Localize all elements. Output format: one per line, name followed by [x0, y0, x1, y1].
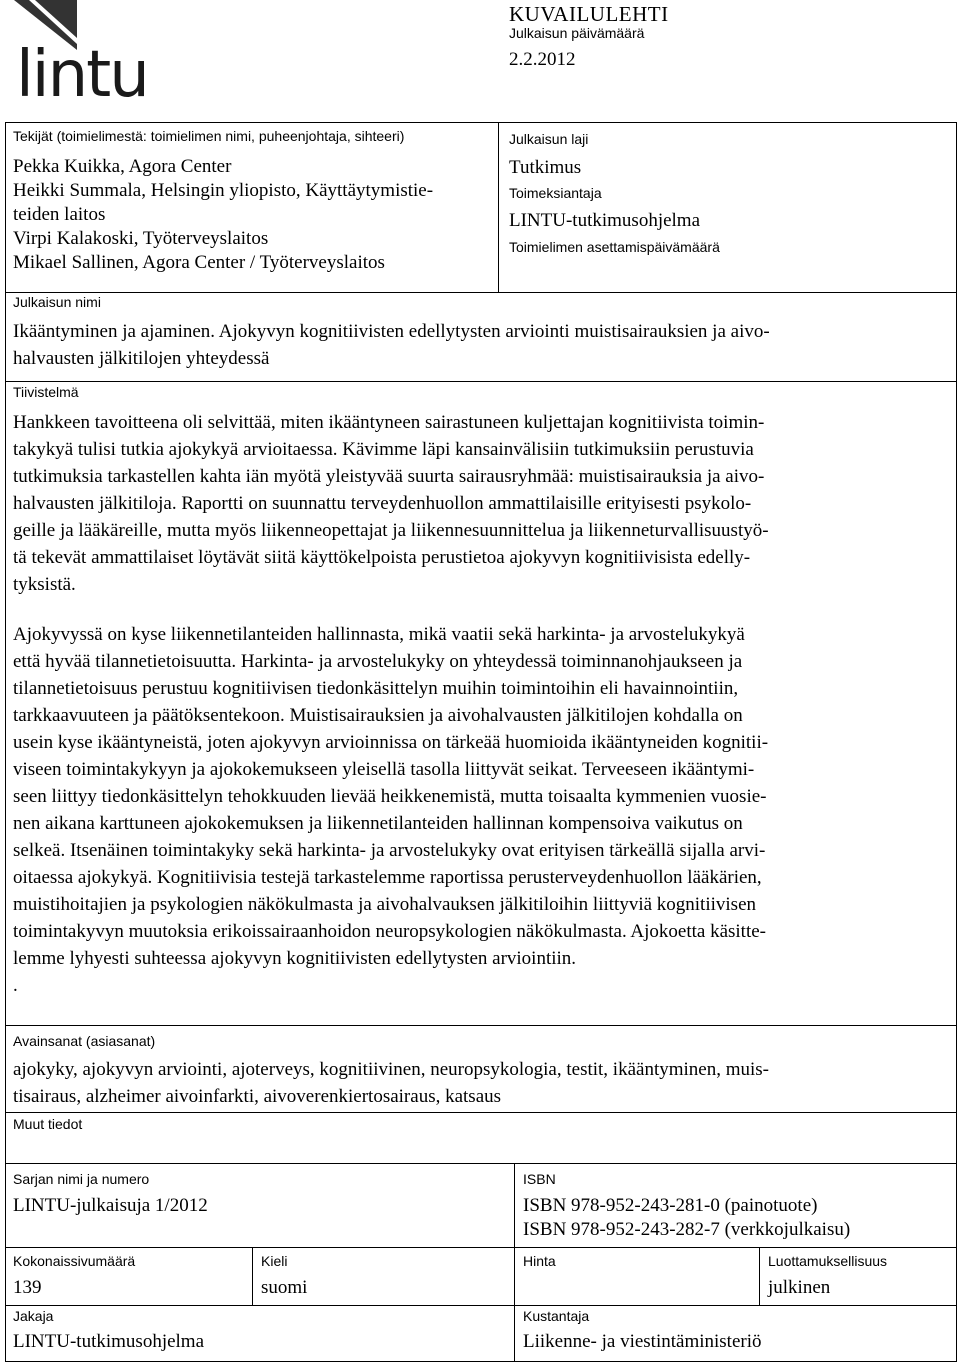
lintu-logo [14, 0, 154, 112]
author-line: Mikael Sallinen, Agora Center / Työterveyslaitos [13, 252, 385, 273]
divider [956, 122, 957, 1362]
divider [5, 1025, 957, 1026]
author-line: Virpi Kalakoski, Työterveyslaitos [13, 228, 269, 249]
isbn-online: ISBN 978-952-243-282-7 (verkkojulkaisu) [523, 1219, 851, 1240]
publication-type-label: Julkaisun laji [509, 131, 589, 147]
language-label: Kieli [261, 1253, 288, 1269]
abstract-label: Tiivistelmä [13, 384, 79, 400]
title-line: Ikääntyminen ja ajaminen. Ajokyvyn kognitiivisten edellytysten arviointi muistisairauksien ja aivo- [13, 321, 770, 342]
abstract-line: lemme lyhyesti suhteessa ajokyvyn kognitiivisten edellytysten arviointiin. [13, 948, 577, 969]
publication-type-value: Tutkimus [509, 157, 582, 178]
abstract-line: halvausten jälkitiloja. Raportti on suunnattu terveydenhuollon ammattilaisille erityisesti psykolo- [13, 493, 752, 514]
abstract-paragraph-2 [13, 621, 768, 999]
abstract-line: oitaessa ajokykyä. Kognitiivisia testejä tarkastelemme raportissa perusterveydenhuollon lääkärien, [13, 867, 762, 888]
divider [514, 1163, 515, 1362]
abstract-line: Hankkeen tavoitteena oli selvittää, miten ikääntyneen sairastuneen kuljettajan kognitiivista toimin- [13, 412, 765, 433]
pages-value: 139 [13, 1277, 42, 1298]
isbn-print: ISBN 978-952-243-281-0 (painotuote) [523, 1195, 818, 1216]
logo-wordmark: lintu [16, 38, 148, 112]
abstract-line: toimintakyvyn muutoksia erikoissairaanhoidon neuropsykologien näkökulmasta. Ajokoetta käsitte- [13, 921, 767, 942]
abstract-line: tyksistä. [13, 574, 76, 595]
keywords-line: ajokyky, ajokyvyn arviointi, ajoterveys, kognitiivinen, neuropsykologia, testit, ikääntyminen, muis- [13, 1059, 770, 1080]
keywords-list [13, 1056, 769, 1110]
abstract-line: seen liittyy tiedonkäsittelyn tehokkuuden lievää heikkenemistä, mutta toisaalta kymmenien vuosie- [13, 786, 767, 807]
authors-label: Tekijät (toimielimestä: toimielimen nimi, puheenjohtaja, sihteeri) [13, 128, 405, 144]
divider [5, 1163, 957, 1164]
abstract-line: että hyvää tilannetietoisuutta. Harkinta- ja arvostelukyky on yhteydessä toiminnanohjaukseen ja [13, 651, 743, 672]
publication-date-label: Julkaisun päivämäärä [509, 25, 645, 41]
series-value: LINTU-julkaisuja 1/2012 [13, 1195, 208, 1216]
abstract-line: geille ja lääkäreille, mutta myös liikenneopettajat ja liikennesuunnittelua ja liikenneturvallisuustyö- [13, 520, 769, 541]
confidentiality-label: Luottamuksellisuus [768, 1253, 888, 1269]
author-line: teiden laitos [13, 204, 106, 225]
abstract-line: takykyä tulisi tutkia ajokykyä arvioitaessa. Kävimme läpi kansainvälisiin tutkimuksiin perustuvia [13, 439, 754, 460]
abstract-line: Ajokyvyssä on kyse liikennetilanteiden hallinnasta, mikä vaatii sekä harkinta- ja arvostelukykyä [13, 624, 745, 645]
abstract-line: tä tekevät ammattilaiset löytävät siitä käyttökelpoista perustietoa ajokyvyn kognitiivisista edelly- [13, 547, 751, 568]
abstract-line: tilannetietoisuus perustuu kognitiivisen tiedonkäsittelyn muihin toimintoihin eli havainnointiin, [13, 678, 739, 699]
abstract-line: selkeä. Itsenäinen toimintakyky sekä harkinta- ja arvostelukyky ovat erityisen tärkeällä sijalla arvi- [13, 840, 766, 861]
divider [5, 1247, 957, 1248]
language-value: suomi [261, 1277, 308, 1298]
confidentiality-value: julkinen [768, 1277, 831, 1298]
title-label: Julkaisun nimi [13, 294, 101, 310]
abstract-line: tarkkaavuuteen ja päätöksentekoon. Muistisairauksien ja aivohalvausten jälkitilojen kohdalla on [13, 705, 743, 726]
author-line: Pekka Kuikka, Agora Center [13, 156, 232, 177]
appointment-date-label: Toimielimen asettamispäivämäärä [509, 239, 720, 255]
divider [759, 1247, 760, 1305]
document-type: KUVAILULEHTI [509, 2, 669, 26]
abstract-trailing-dot: . [13, 975, 18, 996]
authors-list [13, 155, 433, 275]
isbn-label: ISBN [523, 1171, 556, 1187]
other-info-label: Muut tiedot [13, 1116, 83, 1132]
publisher-label: Kustantaja [523, 1308, 590, 1324]
commissioner-value: LINTU-tutkimusohjelma [509, 210, 701, 231]
publication-date-value: 2.2.2012 [509, 49, 576, 70]
divider [5, 1112, 957, 1113]
abstract-line: nen aikana karttuneen ajokokemuksen ja liikennetilanteiden hallinnan kompensoiva vaikutus on [13, 813, 743, 834]
price-label: Hinta [523, 1253, 556, 1269]
abstract-line: muistihoitajien ja psykologien näkökulmasta ja aivohalvauksen jälkitiloihin liittyviä kognitiivisen [13, 894, 757, 915]
commissioner-label: Toimeksiantaja [509, 185, 602, 201]
title-line: halvausten jälkitilojen yhteydessä [13, 348, 270, 369]
author-line: Heikki Summala, Helsingin yliopisto, Käyttäytymistie- [13, 180, 434, 201]
publisher-value: Liikenne- ja viestintäministeriö [523, 1331, 762, 1352]
divider [5, 122, 6, 1362]
abstract-line: tutkimuksia tarkastellen kahta iän myötä yleistyvää suurta sairausryhmää: muistisairauksia ja aivo- [13, 466, 765, 487]
publication-title [13, 318, 770, 372]
divider [5, 1305, 957, 1306]
divider [498, 122, 499, 292]
distribution-label: Jakaja [13, 1308, 54, 1324]
keywords-label: Avainsanat (asiasanat) [13, 1033, 156, 1049]
keywords-line: tisairaus, alzheimer aivoinfarkti, aivoverenkiertosairaus, katsaus [13, 1086, 502, 1107]
divider [5, 122, 957, 123]
abstract-paragraph-1 [13, 409, 769, 598]
divider [252, 1247, 253, 1305]
abstract-line: usein kyse ikääntyneistä, joten ajokyvyn arvioinnissa on tärkeää huomioida ikääntyneiden kognitii- [13, 732, 769, 753]
divider [5, 381, 957, 382]
distribution-value: LINTU-tutkimusohjelma [13, 1331, 205, 1352]
series-label: Sarjan nimi ja numero [13, 1171, 150, 1187]
divider [5, 292, 957, 293]
pages-label: Kokonaissivumäärä [13, 1253, 136, 1269]
abstract-line: viseen toimintakykyyn ja ajokokemukseen yleisellä tasolla liittyvät seikat. Terveeseen ikääntymi- [13, 759, 755, 780]
